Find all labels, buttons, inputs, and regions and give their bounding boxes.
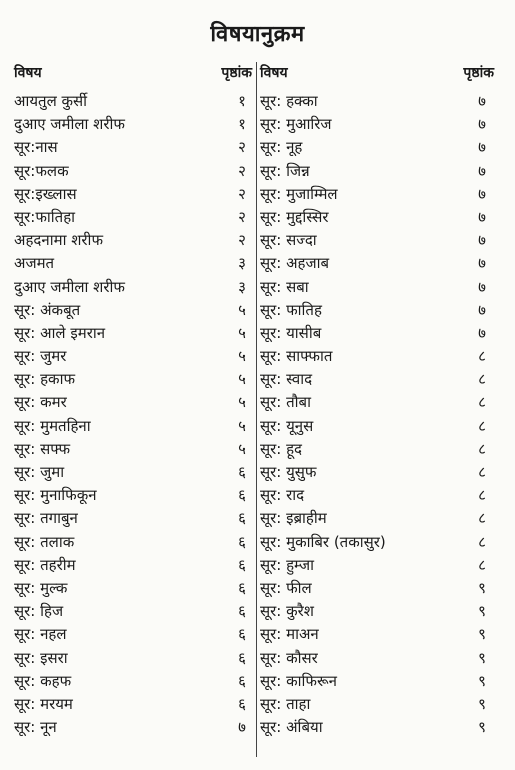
index-row xyxy=(14,206,254,229)
entry-page-number: ७ xyxy=(478,161,486,180)
index-row xyxy=(260,507,500,530)
entry-page-number: २ xyxy=(238,184,246,203)
entry-page-number: १ xyxy=(238,115,246,134)
index-row xyxy=(14,670,254,693)
entry-page-number: ६ xyxy=(238,602,246,621)
entry-title: सूर: तौबा xyxy=(260,393,311,412)
index-row xyxy=(260,623,500,646)
entry-title: सूर:फातिहा xyxy=(14,207,76,226)
index-row xyxy=(14,136,254,159)
index-row xyxy=(14,461,254,484)
entry-page-number: ५ xyxy=(238,439,246,458)
entry-title: सूर: अंबिया xyxy=(260,718,323,737)
index-row xyxy=(260,693,500,716)
entry-title: सूर: मुनाफिकून xyxy=(14,486,97,505)
entry-page-number: ७ xyxy=(478,115,486,134)
index-row xyxy=(260,229,500,252)
entry-page-number: २ xyxy=(238,231,246,250)
entry-page-number: ९ xyxy=(478,648,486,667)
entry-title: सूर: कुरैश xyxy=(260,602,314,621)
entry-page-number: ७ xyxy=(478,277,486,296)
entry-title: सूर: सज्दा xyxy=(260,231,317,250)
entry-page-number: ३ xyxy=(238,277,246,296)
entry-page-number: ६ xyxy=(238,648,246,667)
entry-page-number: ८ xyxy=(478,370,486,389)
entry-title: सूर: हक्का xyxy=(260,92,318,110)
entry-title: सूर: अंकबूत xyxy=(14,300,81,319)
index-row xyxy=(260,345,500,368)
index-row xyxy=(14,415,254,438)
right-column-header xyxy=(260,58,500,88)
index-row xyxy=(260,276,500,299)
right-column xyxy=(260,58,500,739)
entry-page-number: ९ xyxy=(478,718,486,737)
entry-page-number: ५ xyxy=(238,323,246,342)
entry-title: सूर: मुद्दस्सिर xyxy=(260,207,329,226)
entry-title: सूर: हुम्जा xyxy=(260,555,315,574)
index-row xyxy=(260,577,500,600)
entry-title: सूर:फलक xyxy=(14,161,69,180)
entry-title: सूर: इब्राहीम xyxy=(260,509,327,528)
entry-page-number: ६ xyxy=(238,694,246,713)
entry-page-number: ७ xyxy=(478,92,486,110)
entry-page-number: ६ xyxy=(238,486,246,505)
entry-title: सूर: मुजाम्मिल xyxy=(260,184,338,203)
index-row xyxy=(260,136,500,159)
index-row xyxy=(260,113,500,136)
entry-page-number: ९ xyxy=(478,625,486,644)
entry-page-number: ९ xyxy=(478,602,486,621)
entry-page-number: ५ xyxy=(238,370,246,389)
entry-page-number: ९ xyxy=(478,671,486,690)
index-row xyxy=(14,252,254,275)
index-row xyxy=(260,299,500,322)
index-row xyxy=(14,647,254,670)
entry-title: सूर: कौसर xyxy=(260,648,318,667)
entry-title: सूर: माअन xyxy=(260,625,319,644)
entry-title: सूर: आले इमरान xyxy=(14,323,106,342)
entry-page-number: ३ xyxy=(238,254,246,273)
topic-header: विषय xyxy=(260,65,288,81)
entry-title: सूर: हूद xyxy=(260,439,303,458)
entry-title: सूर: हकाफ xyxy=(14,370,76,389)
entry-title: सूर: अहजाब xyxy=(260,254,330,273)
entry-title: अजमत xyxy=(14,254,55,273)
entry-page-number: ६ xyxy=(238,532,246,551)
index-row xyxy=(260,438,500,461)
index-row xyxy=(14,577,254,600)
entry-title: सूर: युसुफ xyxy=(260,463,317,481)
index-row xyxy=(14,716,254,739)
entry-title: सूर: जुमा xyxy=(14,463,65,481)
entry-title: सूर: मुकाबिर (तकासुर) xyxy=(260,532,386,551)
entry-page-number: ५ xyxy=(238,300,246,319)
index-row xyxy=(14,183,254,206)
entry-title: सूर: नहल xyxy=(14,625,67,644)
index-row xyxy=(260,484,500,507)
index-row xyxy=(14,229,254,252)
entry-title: सूर: कमर xyxy=(14,393,67,412)
entry-page-number: ७ xyxy=(238,718,246,737)
entry-page-number: २ xyxy=(238,161,246,180)
index-row xyxy=(14,322,254,345)
index-row xyxy=(260,391,500,414)
entry-page-number: ७ xyxy=(478,184,486,203)
right-rows xyxy=(260,90,500,739)
entry-page-number: ५ xyxy=(238,393,246,412)
entry-page-number: ७ xyxy=(478,254,486,273)
entry-title: सूर: ताहा xyxy=(260,694,311,713)
entry-title: सूर: तगाबुन xyxy=(14,509,78,528)
entry-page-number: ८ xyxy=(478,416,486,435)
entry-page-number: ८ xyxy=(478,486,486,505)
entry-title: सूर: इसरा xyxy=(14,648,68,667)
index-row xyxy=(14,276,254,299)
entry-title: सूर: राद xyxy=(260,486,305,505)
index-row xyxy=(14,160,254,183)
entry-title: सूर: यासीब xyxy=(260,323,322,342)
entry-title: सूर:नास xyxy=(14,138,58,157)
index-row xyxy=(14,531,254,554)
page-title: विषयानुक्रम xyxy=(210,22,305,47)
entry-page-number: ७ xyxy=(478,207,486,226)
entry-title: सूर: मुल्क xyxy=(14,578,68,597)
entry-title: सूर: मुमतहिना xyxy=(14,416,91,435)
entry-page-number: ६ xyxy=(238,625,246,644)
entry-page-number: ९ xyxy=(478,694,486,713)
entry-page-number: ७ xyxy=(478,138,486,157)
index-row xyxy=(14,368,254,391)
index-row xyxy=(14,693,254,716)
entry-page-number: ८ xyxy=(478,463,486,481)
index-row xyxy=(14,90,254,113)
entry-page-number: २ xyxy=(238,207,246,226)
entry-title: सूर: मरयम xyxy=(14,694,73,713)
entry-title: सूर: सफ्फ xyxy=(14,439,71,458)
entry-page-number: ७ xyxy=(478,300,486,319)
entry-title: सूर: नून xyxy=(14,718,57,737)
column-divider xyxy=(256,62,257,757)
entry-title: सूर: स्वाद xyxy=(260,370,313,389)
entry-title: सूर: जिन्न xyxy=(260,161,310,180)
entry-page-number: ६ xyxy=(238,509,246,528)
entry-page-number: ७ xyxy=(478,231,486,250)
entry-page-number: ५ xyxy=(238,416,246,435)
left-rows xyxy=(14,90,254,739)
entry-title: सूर: मुआरिज xyxy=(260,115,332,134)
index-row xyxy=(260,160,500,183)
index-row xyxy=(14,600,254,623)
entry-title: सूर: फातिह xyxy=(260,300,322,319)
page-header: पृष्ठांक xyxy=(463,65,494,81)
entry-title: अहदनामा शरीफ xyxy=(14,231,104,250)
entry-title: सूर:इख्लास xyxy=(14,184,77,203)
index-row xyxy=(260,183,500,206)
entry-page-number: ८ xyxy=(478,393,486,412)
index-row xyxy=(14,113,254,136)
left-column xyxy=(14,58,254,739)
index-row xyxy=(260,670,500,693)
index-row xyxy=(260,90,500,113)
index-row xyxy=(260,554,500,577)
entry-title: सूर: तहरीम xyxy=(14,555,76,574)
page-header: पृष्ठांक xyxy=(221,65,252,81)
index-row xyxy=(260,415,500,438)
index-row xyxy=(14,391,254,414)
entry-page-number: ६ xyxy=(238,555,246,574)
entry-title: सूर: हिज xyxy=(14,602,64,621)
entry-title: सूर: नूह xyxy=(260,138,303,157)
index-row xyxy=(14,484,254,507)
entry-page-number: ८ xyxy=(478,555,486,574)
entry-title: सूर: यूनुस xyxy=(260,416,314,435)
entry-page-number: २ xyxy=(238,138,246,157)
entry-title: सूर: कहफ xyxy=(14,671,72,690)
entry-title: सूर: सबा xyxy=(260,277,309,296)
left-column-header xyxy=(14,58,254,88)
index-row xyxy=(14,623,254,646)
index-row xyxy=(260,461,500,484)
entry-page-number: ८ xyxy=(478,532,486,551)
entry-page-number: ८ xyxy=(478,439,486,458)
index-row xyxy=(260,716,500,739)
topic-header: विषय xyxy=(14,65,42,81)
index-row xyxy=(260,600,500,623)
index-row xyxy=(260,252,500,275)
index-row xyxy=(14,438,254,461)
entry-page-number: ५ xyxy=(238,347,246,366)
index-row xyxy=(260,322,500,345)
entry-title: सूर: जुमर xyxy=(14,347,67,366)
entry-title: सूर: फील xyxy=(260,578,312,597)
index-row xyxy=(14,554,254,577)
entry-page-number: ६ xyxy=(238,671,246,690)
entry-title: आयतुल कुर्सी xyxy=(14,92,88,110)
entry-page-number: ७ xyxy=(478,323,486,342)
index-row xyxy=(14,507,254,530)
entry-title: दुआए जमीला शरीफ xyxy=(14,277,125,296)
entry-page-number: १ xyxy=(238,92,246,110)
entry-title: सूर: काफिरून xyxy=(260,671,337,690)
entry-title: दुआए जमीला शरीफ xyxy=(14,115,125,134)
entry-page-number: ६ xyxy=(238,463,246,481)
index-row xyxy=(260,531,500,554)
index-row xyxy=(14,299,254,322)
entry-page-number: ८ xyxy=(478,347,486,366)
index-row xyxy=(260,647,500,670)
entry-title: सूर: साफ्फात xyxy=(260,347,333,366)
index-row xyxy=(260,206,500,229)
entry-page-number: ९ xyxy=(478,578,486,597)
entry-page-number: ८ xyxy=(478,509,486,528)
index-row xyxy=(14,345,254,368)
entry-page-number: ६ xyxy=(238,578,246,597)
entry-title: सूर: तलाक xyxy=(14,532,75,551)
index-row xyxy=(260,368,500,391)
